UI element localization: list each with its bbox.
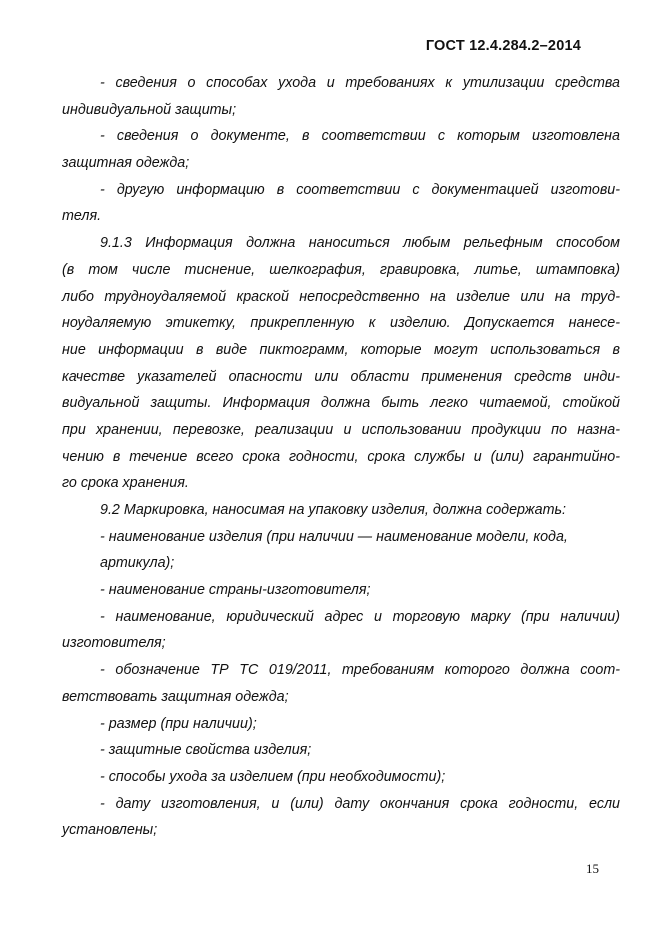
body-line: - сведения о способах ухода и требованиях к утилизации средства	[100, 75, 620, 91]
body-line: - дату изготовления, и (или) дату окончания срока годности, если	[100, 795, 620, 812]
body-line: - наименование, юридический адрес и торговую марку (при наличии)	[100, 608, 620, 625]
body-line: при хранении, перевозке, реализации и использовании продукции по назна-	[62, 421, 620, 438]
body-line: - наименование изделия (при наличии — наименование модели, кода,	[100, 528, 568, 545]
body-line: (в том числе тиснение, шелкография, гравировка, литье, штамповка)	[62, 261, 620, 278]
standard-id: ГОСТ 12.4.284.2–2014	[425, 38, 581, 54]
body-line: 9.1.3 Информация должна наноситься любым рельефным способом	[100, 235, 620, 252]
page-number: 15	[586, 861, 599, 876]
body-line: ноудаляемую этикетку, прикрепленную к изделию. Допускается нанесе-	[62, 315, 620, 332]
body-line: ние информации в виде пиктограмм, которые могут использоваться в	[62, 341, 620, 358]
body-line: артикула);	[100, 555, 175, 572]
document-header	[426, 38, 581, 54]
body-line: установлены;	[62, 822, 158, 839]
body-line: 9.2 Маркировка, наносимая на упаковку изделия, должна содержать:	[100, 502, 566, 518]
body-line: либо трудноудаляемой краской непосредственно на изделие или на труд-	[62, 288, 620, 305]
body-line: теля.	[62, 208, 102, 225]
body-line: - способы ухода за изделием (при необходимости);	[100, 768, 446, 785]
body-line: - обозначение ТР ТС 019/2011, требованиям которого должна соот-	[100, 662, 620, 679]
body-line: го срока хранения.	[62, 475, 189, 492]
body-line: видуальной защиты. Информация должна быть легко читаемой, стойкой	[62, 395, 620, 412]
body-line: ветствовать защитная одежда;	[62, 688, 289, 705]
body-line: - защитные свойства изделия;	[100, 742, 312, 759]
body-line: защитная одежда;	[62, 155, 190, 172]
body-line: индивидуальной защиты;	[62, 101, 237, 118]
document-body	[62, 70, 620, 844]
body-line: - другую информацию в соответствии с документацией изготови-	[100, 181, 620, 198]
body-line: - наименование страны-изготовителя;	[100, 582, 371, 599]
body-line: чению в течение всего срока годности, срока службы и (или) гарантийно-	[62, 448, 620, 465]
body-line: качестве указателей опасности или области применения средств инди-	[62, 368, 620, 385]
body-line: изготовителя;	[62, 635, 166, 652]
body-line: - сведения о документе, в соответствии с которым изготовлена	[100, 128, 620, 145]
body-line: - размер (при наличии);	[100, 715, 257, 732]
